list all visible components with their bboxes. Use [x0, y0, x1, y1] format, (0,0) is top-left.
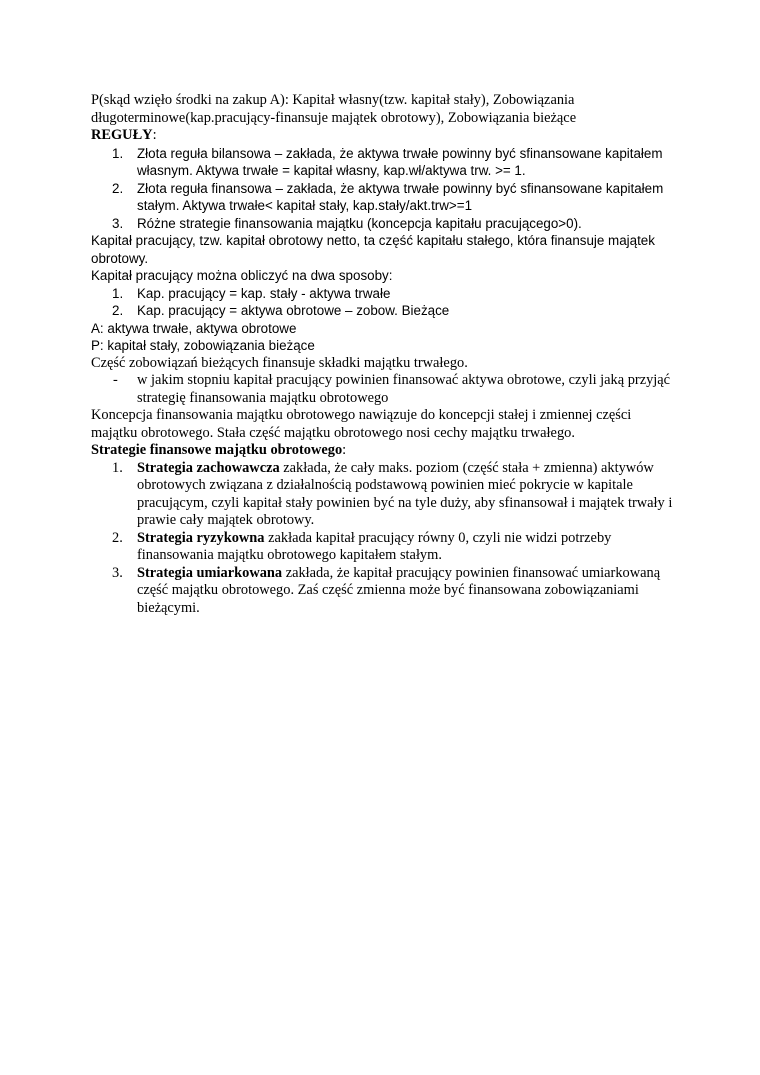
- strategies-heading: [91, 442, 681, 460]
- list-item: [91, 530, 681, 565]
- list-item: [91, 372, 681, 407]
- list-number: 3.: [112, 564, 123, 581]
- list-number: 1.: [112, 459, 123, 476]
- strategies-heading-label: Strategie finansowe majątku obrotowego: [91, 442, 343, 458]
- list-item-text: Kap. pracujący = aktywa obrotowe – zobow. Bieżące: [137, 303, 450, 318]
- methods-list: [91, 285, 681, 320]
- list-number: 2.: [112, 303, 124, 318]
- list-item: [91, 145, 681, 180]
- rules-list: [91, 145, 681, 233]
- list-item-text: Różne strategie finansowania majątku (koncepcja kapitału pracującego>0).: [137, 215, 582, 231]
- strategy-name: Strategia zachowawcza: [137, 459, 280, 476]
- dash-marker: -: [113, 372, 118, 388]
- rules-heading: [91, 127, 681, 145]
- concept-paragraph: Koncepcja finansowania majątku obrotowego nawiązuje do koncepcji stałej i zmiennej części majątku obrotowego. Stała część majątku obrotowego nosi cechy majątku trwałego.: [91, 407, 632, 441]
- list-item-text: Złota reguła finansowa – zakłada, że aktywa trwałe powinny być sfinansowane kapitałem stałym. Aktywa trwałe< kapitał stały, kap.stały/akt.trw>=1: [137, 180, 664, 213]
- list-item-text: Kap. pracujący = kap. stały - aktywa trwałe: [137, 285, 391, 301]
- list-item-text: Złota reguła bilansowa – zakłada, że aktywa trwałe powinny być sfinansowane kapitałem własnym. Aktywa trwałe = kapitał własny, kap.wł/aktywa trw. >= 1.: [137, 145, 663, 178]
- strategy-description: zakłada kapitał pracujący równy 0, czyli nie widzi potrzeby finansowania majątku obrotowego kapitałem stałym.: [137, 529, 612, 563]
- list-item: [91, 460, 681, 530]
- list-item: [91, 285, 681, 303]
- strategy-name: Strategia ryzykowna: [137, 529, 265, 546]
- list-item: [91, 180, 681, 215]
- list-number: 3.: [112, 215, 124, 231]
- list-item: [91, 215, 681, 233]
- strategies-heading-suffix: :: [342, 442, 347, 458]
- working-capital-definition: Kapitał pracujący, tzw. kapitał obrotowy netto, ta część kapitału stałego, która finansuje majątek obrotowy.: [91, 233, 655, 266]
- list-number: 1.: [112, 285, 124, 301]
- list-item: [91, 565, 681, 618]
- list-number: 2.: [112, 529, 123, 546]
- strategies-list: [91, 460, 681, 618]
- strategy-name: Strategia umiarkowana: [137, 564, 283, 581]
- assets-line: A: aktywa trwałe, aktywa obrotowe: [91, 320, 297, 336]
- list-item-text: w jakim stopniu kapitał pracujący powinien finansować aktywa obrotowe, czyli jaką przyjąć strategię finansowania majątku obrotowego: [137, 372, 671, 406]
- document-body: [91, 92, 681, 617]
- list-item: [91, 302, 681, 320]
- rules-heading-label: REGUŁY: [91, 127, 153, 143]
- liabilities-line: P: kapitał stały, zobowiązania bieżące: [91, 338, 315, 353]
- rules-heading-suffix: :: [152, 127, 157, 143]
- list-number: 2.: [112, 180, 124, 196]
- working-capital-methods-intro: Kapitał pracujący można obliczyć na dwa sposoby:: [91, 268, 393, 283]
- strategy-description: zakłada, że kapitał pracujący powinien finansować umiarkowaną część majątku obrotowego. Zaś część zmienna może być finansowana zobowiązaniami bieżącymi.: [137, 564, 661, 616]
- strategy-description: zakłada, że cały maks. poziom (część stała + zmienna) aktywów obrotowych związana z działalnością podstawową powinien mieć pokrycie w kapitale pracującym, czyli kapitał stały powinien być na tyle duży, aby sfinansował i majątek trwały i prawie cały majątek obrotowy.: [137, 459, 673, 528]
- current-liabilities-note: Część zobowiązań bieżących finansuje składki majątku trwałego.: [91, 354, 468, 371]
- dash-list: [91, 372, 681, 407]
- intro-paragraph: P(skąd wzięło środki na zakup A): Kapitał własny(tzw. kapitał stały), Zobowiązania długoterminowe(kap.pracujący-finansuje majątek obrotowy), Zobowiązania bieżące: [91, 92, 577, 126]
- list-number: 1.: [112, 145, 124, 161]
